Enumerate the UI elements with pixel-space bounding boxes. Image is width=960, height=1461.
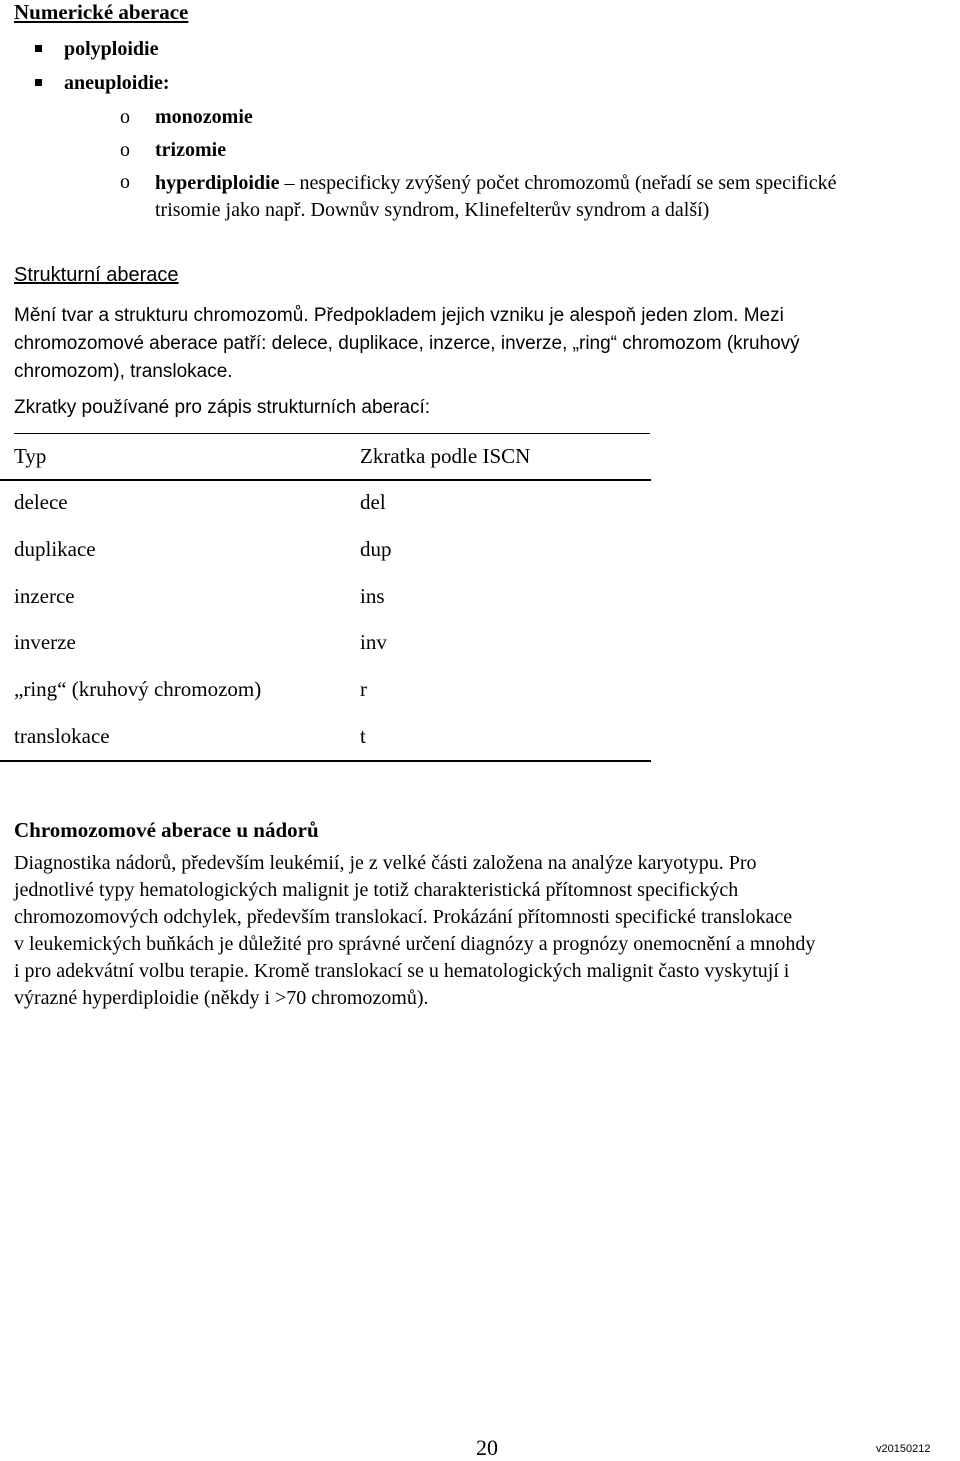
sublist-item-hyperdiploidie-line2: trisomie jako např. Downův syndrom, Klinefelterův syndrom a další) (155, 199, 710, 221)
list-item-aneuploidie: aneuploidie: (64, 72, 170, 94)
table-cell-abbreviation: del (360, 490, 386, 514)
tumor-paragraph (14, 850, 815, 1012)
sublist-item-monozomie: monozomie (155, 106, 253, 128)
table-top-rule (14, 433, 650, 434)
paragraph-line: chromozomových odchylek, především translokací. Prokázání přítomnosti specifické translokace (14, 906, 793, 928)
table-cell-type: „ring“ (kruhový chromozom) (14, 677, 262, 701)
paragraph-line: výrazné hyperdiploidie (někdy i >70 chromozomů). (14, 987, 429, 1009)
abbreviations-intro: Zkratky používané pro zápis strukturních aberací: (14, 397, 431, 418)
heading-structural-aberrations: Strukturní aberace (14, 264, 179, 286)
paragraph-line: Mění tvar a strukturu chromozomů. Předpokladem jejich vzniku je alespoň jeden zlom. Mezi (14, 305, 784, 326)
table-cell-type: duplikace (14, 537, 96, 561)
table-bottom-rule (0, 760, 651, 762)
table-cell-type: inzerce (14, 584, 75, 608)
table-cell-type: translokace (14, 724, 110, 748)
list-item-polyploidie: polyploidie (64, 38, 159, 60)
structural-paragraph (14, 302, 800, 386)
version-label: v20150212 (876, 1443, 931, 1455)
term-description: – nespecificky zvýšený počet chromozomů (neřadí se sem specifické (279, 172, 837, 194)
paragraph-line: chromozom), translokace. (14, 361, 233, 382)
circle-bullet-icon: o (120, 171, 130, 193)
table-cell-abbreviation: r (360, 677, 367, 701)
table-header-abbreviation: Zkratka podle ISCN (360, 444, 531, 468)
sublist-item-hyperdiploidie (155, 170, 837, 197)
square-bullet-icon (35, 45, 42, 52)
square-bullet-icon (35, 79, 42, 86)
table-cell-type: delece (14, 490, 68, 514)
term-hyperdiploidie: hyperdiploidie (155, 172, 280, 194)
table-cell-abbreviation: inv (360, 630, 387, 654)
paragraph-line: i pro adekvátní volbu terapie. Kromě translokací se u hematologických malignit často vyskytují i (14, 960, 790, 982)
page-number: 20 (476, 1435, 498, 1460)
paragraph-line: Diagnostika nádorů, především leukémií, je z velké části založena na analýze karyotypu. Pro (14, 852, 757, 874)
heading-numeric-aberrations: Numerické aberace (14, 0, 189, 24)
paragraph-line: jednotlivé typy hematologických malignit je totiž charakteristická přítomnost specifických (14, 879, 739, 901)
table-cell-abbreviation: ins (360, 584, 385, 608)
table-header-rule (0, 479, 651, 481)
heading-tumor-aberrations: Chromozomové aberace u nádorů (14, 818, 319, 842)
paragraph-line: chromozomové aberace patří: delece, duplikace, inzerce, inverze, „ring“ chromozom (kruhový (14, 333, 800, 354)
table-cell-abbreviation: dup (360, 537, 392, 561)
table-cell-type: inverze (14, 630, 76, 654)
circle-bullet-icon: o (120, 139, 130, 161)
paragraph-line: v leukemických buňkách je důležité pro správné určení diagnózy a prognózy onemocnění a mnohdy (14, 933, 816, 955)
table-header-type: Typ (14, 444, 47, 468)
circle-bullet-icon: o (120, 106, 130, 128)
table-cell-abbreviation: t (360, 724, 366, 748)
sublist-item-trizomie: trizomie (155, 139, 227, 161)
